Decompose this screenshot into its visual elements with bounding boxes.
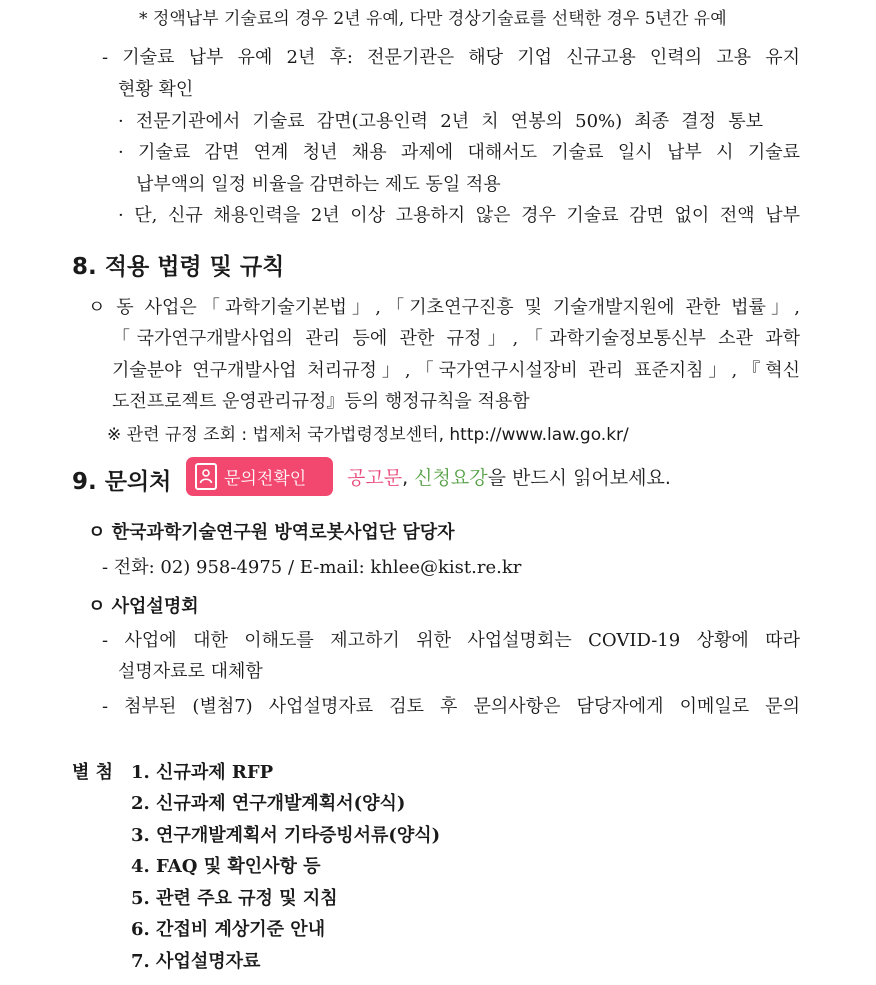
notice-text — [347, 466, 671, 490]
section-heading: 9. 문의처 — [72, 469, 172, 495]
attachment-item: 3. 연구개발계획서 기타증빙서류(양식) — [131, 825, 441, 846]
bullet-line: · 전문기관에서 기술료 감면(고용인력 2년 치 연봉의 50%) 최종 결정 통보 — [118, 111, 763, 132]
paragraph-line: 「국가연구개발사업의 관리 등에 관한 규정」,「과학기술정보통신부 소관 과학 — [112, 328, 800, 349]
briefing-line: 설명자료로 대체함 — [118, 661, 263, 682]
bullet-line: · 기술료 감면 연계 청년 채용 과제에 대해서도 기술료 일시 납부 시 기술료 — [118, 142, 800, 163]
notice-separator: , — [402, 467, 415, 489]
paragraph-line: 기술분야 연구개발사업 처리규정」,「국가연구시설장비 관리 표준지침」,『혁신 — [112, 360, 800, 381]
inquiry-badge — [186, 457, 333, 496]
briefing-line: - 첨부된 (별첨7) 사업설명자료 검토 후 문의사항은 담당자에게 이메일로 문의 — [102, 696, 800, 717]
section-heading: 8. 적용 법령 및 규칙 — [72, 254, 285, 280]
footnote-line: * 정액납부 기술료의 경우 2년 유예, 다만 경상기술료를 선택한 경우 5년간 유예 — [139, 9, 727, 29]
notice-keyword: 공고문 — [347, 467, 403, 489]
attachment-item: 7. 사업설명자료 — [131, 951, 261, 972]
attachment-item: 1. 신규과제 RFP — [131, 762, 274, 783]
bullet-line: · 단, 신규 채용인력을 2년 이상 고용하지 않은 경우 기술료 감면 없이 전액 납부 — [118, 205, 800, 226]
briefing-title: ㅇ 사업설명회 — [88, 596, 199, 617]
badge-label: 문의전확인 — [224, 469, 307, 489]
notice-keyword: 신청요강 — [414, 467, 488, 489]
attachment-item: 4. FAQ 및 확인사항 등 — [131, 856, 321, 877]
attachment-item: 2. 신규과제 연구개발계획서(양식) — [131, 793, 406, 814]
regulation-note: ※ 관련 규정 조회 : 법제처 국가법령정보센터, http://www.law.go.kr/ — [107, 425, 629, 445]
contact-org: ㅇ 한국과학기술연구원 방역로봇사업단 담당자 — [88, 522, 455, 543]
dash-line: - 기술료 납부 유예 2년 후: 전문기관은 해당 기업 신규고용 인력의 고용 유지 — [102, 47, 800, 68]
contact-info: - 전화: 02) 958-4975 / E-mail: khlee@kist.re.kr — [102, 557, 522, 578]
text-line: 납부액의 일정 비율을 감면하는 제도 동일 적용 — [136, 174, 501, 195]
paragraph-line: ㅇ 동 사업은「과학기술기본법」,「기초연구진흥 및 기술개발지원에 관한 법률」, — [88, 297, 800, 318]
attachment-item: 6. 간접비 계상기준 안내 — [131, 919, 326, 940]
paragraph-line: 도전프로젝트 운영관리규정』등의 행정규칙을 적용함 — [112, 391, 530, 412]
briefing-line: - 사업에 대한 이해도를 제고하기 위한 사업설명회는 COVID-19 상황에 따라 — [102, 630, 800, 651]
attachments-label: 별 첨 — [72, 762, 114, 783]
document-person-icon — [195, 463, 217, 490]
text-line: 현황 확인 — [118, 79, 194, 100]
attachment-item: 5. 관련 주요 규정 및 지침 — [131, 888, 338, 909]
notice-tail: 을 반드시 읽어보세요. — [487, 467, 671, 489]
